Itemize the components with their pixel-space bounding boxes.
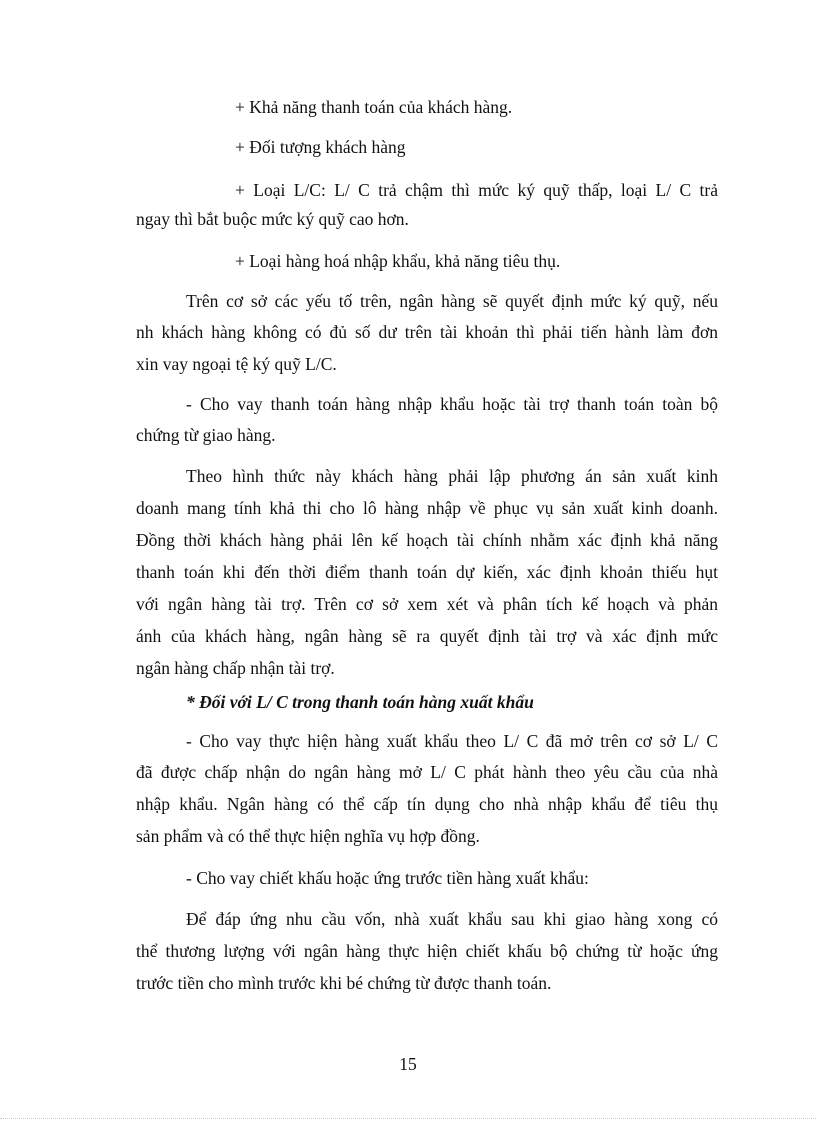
text-line: đã được chấp nhận do ngân hàng mở L/ C phát hành theo yêu cầu của nhà [136,762,718,782]
text-line: ánh của khách hàng, ngân hàng sẽ ra quyết định tài trợ và xác định mức [136,626,718,646]
text-line: Theo hình thức này khách hàng phải lập phương án sản xuất kinh [186,466,718,486]
text-line: + Loại hàng hoá nhập khẩu, khả năng tiêu thụ. [235,251,561,271]
text-line: nhập khẩu. Ngân hàng có thể cấp tín dụng cho nhà nhập khẩu để tiêu thụ [136,794,718,814]
section-heading: * Đối với L/ C trong thanh toán hàng xuất khẩu [186,692,534,712]
text-line: - Cho vay thanh toán hàng nhập khẩu hoặc tài trợ thanh toán toàn bộ [186,394,718,414]
text-line: chứng từ giao hàng. [136,425,276,445]
page-bottom-border [0,1118,816,1119]
text-line: + Đối tượng khách hàng [235,137,406,157]
text-line: - Cho vay chiết khấu hoặc ứng trước tiền hàng xuất khẩu: [186,868,589,888]
text-line: Trên cơ sở các yếu tố trên, ngân hàng sẽ quyết định mức ký quỹ, nếu [186,291,718,311]
text-line: thanh toán khi đến thời điểm thanh toán dự kiến, xác định khoản thiếu hụt [136,562,718,582]
text-line: thể thương lượng với ngân hàng thực hiện chiết khấu bộ chứng từ hoặc ứng [136,941,718,961]
text-line: Để đáp ứng nhu cầu vốn, nhà xuất khẩu sau khi giao hàng xong có [186,909,718,929]
text-line: doanh mang tính khả thi cho lô hàng nhập về phục vụ sản xuất kinh doanh. [136,498,718,518]
text-line: trước tiền cho mình trước khi bé chứng từ được thanh toán. [136,973,552,993]
text-line: + Loại L/C: L/ C trả chậm thì mức ký quỹ thấp, loại L/ C trả [235,180,718,200]
text-line: - Cho vay thực hiện hàng xuất khẩu theo L/ C đã mở trên cơ sở L/ C [186,731,718,751]
text-line: Đồng thời khách hàng phải lên kế hoạch tài chính nhằm xác định khả năng [136,530,718,550]
text-line: ngân hàng chấp nhận tài trợ. [136,658,335,678]
page-number: 15 [399,1054,417,1074]
text-line: + Khả năng thanh toán của khách hàng. [235,97,513,117]
text-line: xin vay ngoại tệ ký quỹ L/C. [136,354,337,374]
text-line: sản phẩm và có thể thực hiện nghĩa vụ hợp đồng. [136,826,480,846]
text-line: nh khách hàng không có đủ số dư trên tài khoản thì phải tiến hành làm đơn [136,322,718,342]
text-line: ngay thì bắt buộc mức ký quỹ cao hơn. [136,209,409,229]
text-line: với ngân hàng tài trợ. Trên cơ sở xem xét và phân tích kế hoạch và phản [136,594,718,614]
